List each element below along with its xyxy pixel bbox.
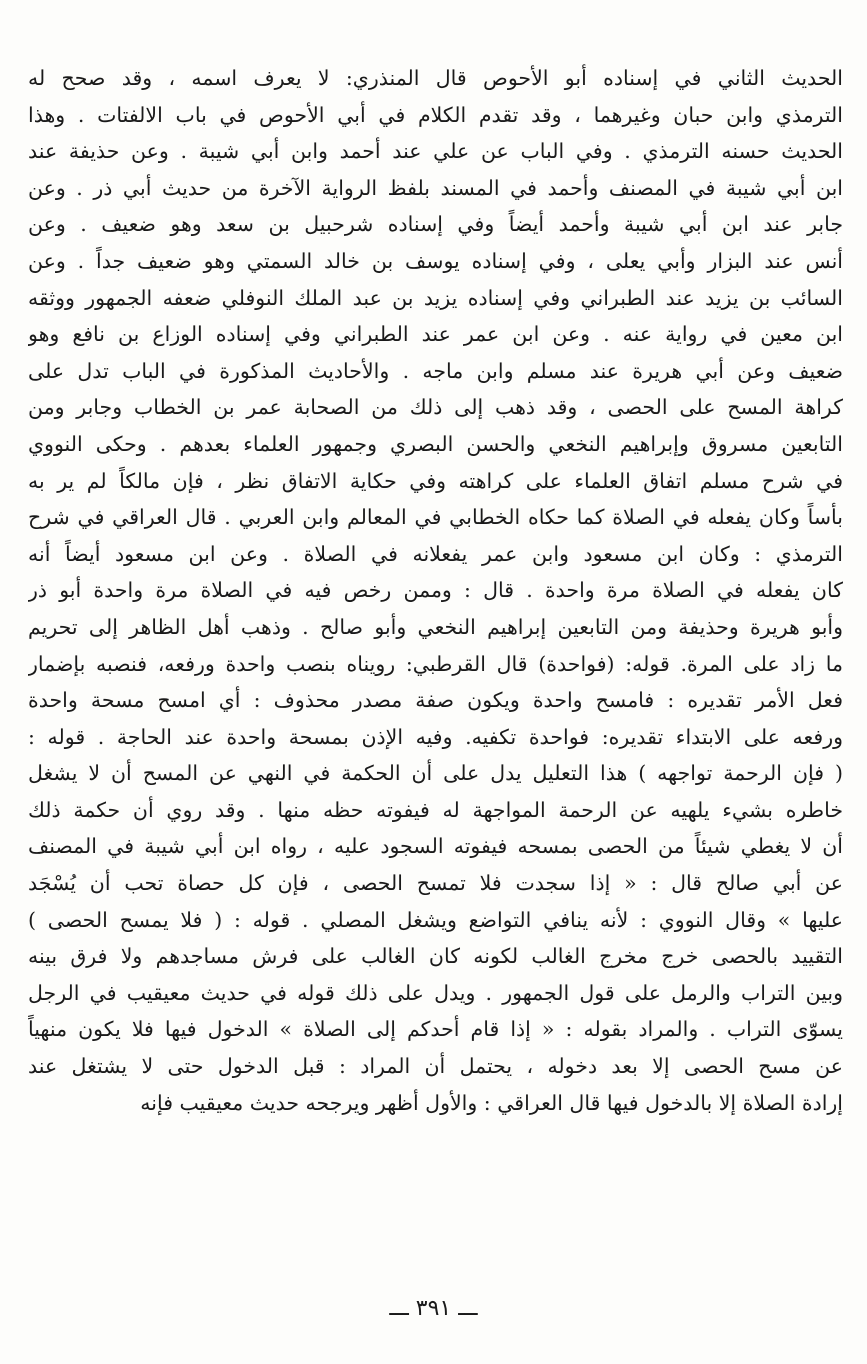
text-line-8: ابن معين في رواية عنه . وعن ابن عمر عند الطبراني وفي إسناده الوزاع بن نافع وهو — [28, 322, 843, 347]
text-line-6: أنس عند البزار وأبي يعلى ، وفي إسناده يوسف بن خالد السمتي وهو ضعيف جداً . وعن — [28, 248, 843, 273]
text-line-5: جابر عند ابن أبي شيبة وأحمد أيضاً وفي إسناده شرحبيل بن سعد وهو ضعيف . وعن — [28, 212, 843, 237]
text-line-15: كان يفعله في الصلاة مرة واحدة . قال : وممن رخص فيه في الصلاة مرة واحدة أبو ذر — [28, 578, 843, 603]
text-line-11: التابعين مسروق وإبراهيم النخعي والحسن البصري وجمهور العلماء بعدهم . وحكى النووي — [28, 431, 843, 456]
text-line-13: بأساً وكان يفعله في الصلاة كما حكاه الخطابي في المعالم وابن العربي . قال العراقي في شرح — [28, 505, 843, 530]
text-line-16: وأبو هريرة وحذيفة ومن التابعين إبراهيم النخعي وأبو صالح . وذهب أهل الظاهر إلى تحريم — [28, 614, 843, 639]
text-line-26: وبين التراب والرمل على قول الجمهور . ويدل على ذلك قوله في حديث معيقيب في الرجل — [28, 980, 843, 1005]
text-line-21: خاطره بشيء يلهيه عن الرحمة المواجهة له فيفوته حظه منها . وقد روي أن حكمة ذلك — [28, 797, 843, 822]
text-line-4: ابن أبي شيبة في المصنف وأحمد في المسند بلفظ الرواية الآخرة من حديث أبي ذر . وعن — [28, 175, 843, 200]
text-line-9: ضعيف وعن أبي هريرة عند مسلم وابن ماجه . والأحاديث المذكورة في الباب تدل على — [28, 358, 843, 383]
text-line-20: ( فإن الرحمة تواجهه ) هذا التعليل يدل على أن الحكمة في النهي عن المسح أن لا يشغل — [28, 761, 843, 786]
text-line-18: فعل الأمر تقديره : فامسح واحدة ويكون صفة مصدر محذوف : أي امسح مسحة واحدة — [28, 688, 843, 713]
text-line-10: كراهة المسح على الحصى ، وقد ذهب إلى ذلك من الصحابة عمر بن الخطاب وجابر ومن — [28, 395, 843, 420]
body-text — [28, 60, 843, 1121]
text-line-1: الحديث الثاني في إسناده أبو الأحوص قال المنذري: لا يعرف اسمه ، وقد صحح له — [28, 66, 843, 90]
text-line-2: الترمذي وابن حبان وغيرهما ، وقد تقدم الكلام في أبي الأحوص في باب الالفتات . وهذا — [28, 102, 843, 127]
text-line-14: الترمذي : وكان ابن مسعود وابن عمر يفعلانه في الصلاة . وعن ابن مسعود أيضاً أنه — [28, 541, 843, 566]
text-line-22: أن لا يغطي شيئاً من الحصى بمسحه فيفوته السجود عليه ، رواه ابن أبي شيبة في المصنف — [28, 834, 843, 859]
text-line-25: التقييد بالحصى خرج مخرج الغالب لكونه كان الغالب على فرش مساجدهم ولا فرق بينه — [28, 944, 843, 969]
text-line-3: الحديث حسنه الترمذي . وفي الباب عن علي عند أحمد وابن أبي شيبة . وعن حذيفة عند — [28, 139, 843, 164]
text-line-27: يسوّى التراب . والمراد بقوله : « إذا قام أحدكم إلى الصلاة » الدخول فيها فلا يكون منهياً — [28, 1017, 843, 1042]
text-line-17: ما زاد على المرة. قوله: (فواحدة) قال القرطبي: رويناه بنصب واحدة ورفعه، فنصبه بإضمار — [28, 651, 843, 676]
text-line-12: في شرح مسلم اتفاق العلماء على كراهته وفي حكاية الاتفاق نظر ، فإن مالكاً لم ير به — [28, 468, 843, 493]
text-line-23: عن أبي صالح قال : « إذا سجدت فلا تمسح الحصى ، فإن كل حصاة تحب أن يُسْجَد — [28, 871, 843, 896]
text-line-19: ورفعه على الابتداء تقديره: فواحدة تكفيه. وفيه الإذن بمسحة واحدة عند الحاجة . قوله : — [28, 724, 843, 749]
text-line-28: عن مسح الحصى إلا بعد دخوله ، يحتمل أن المراد : قبل الدخول حتى لا يشتغل عند — [28, 1054, 843, 1079]
page-number: ـــ ٣٩١ ـــ — [389, 1296, 478, 1321]
text-line-24: عليها » وقال النووي : لأنه ينافي التواضع ويشغل المصلي . قوله : ( فلا يمسح الحصى ) — [28, 907, 843, 932]
text-line-29: إرادة الصلاة إلا بالدخول فيها قال العراقي : والأول أظهر ويرجحه حديث معيقيب فإنه — [140, 1090, 843, 1115]
text-line-7: السائب بن يزيد عند الطبراني وفي إسناده يزيد بن عبد الملك النوفلي ضعفه الجمهور ووثقه — [28, 285, 843, 310]
